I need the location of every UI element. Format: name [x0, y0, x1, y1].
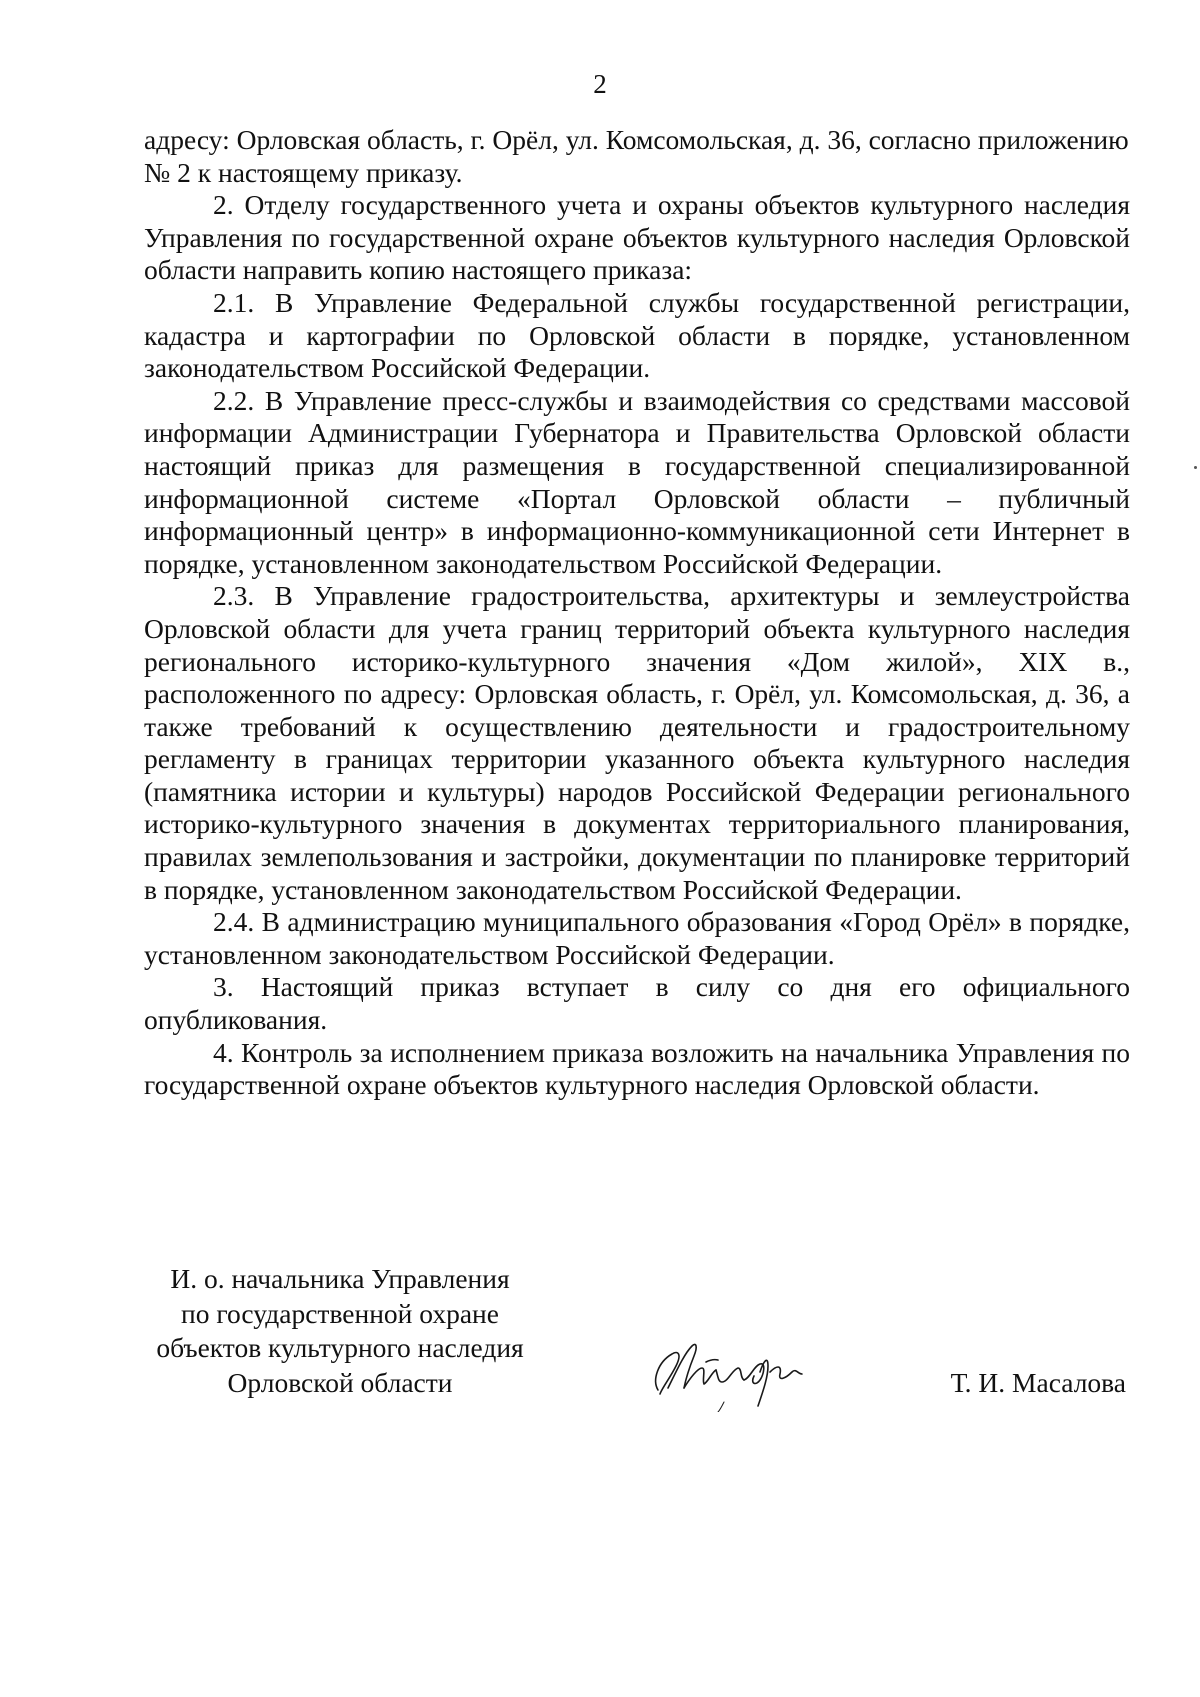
- paragraph-2: 2. Отделу государственного учета и охраны объектов культурного наследия Управления по государственной охране объектов культурного наследия Орловской области направить копию настоящего приказа:: [144, 189, 1130, 286]
- paragraph-2-3: 2.3. В Управление градостроительства, архитектуры и землеустройства Орловской области для учета границ территорий объекта культурного наследия регионального историко-культурного значения «Дом жилой», XIX в., расположенного по адресу: Орловская область, г. Орёл, ул. Комсомольская, д. 36, а также требований к осуществлению деятельности и градостроительному регламенту в границах территории указанного объекта культурного наследия (памятника истории и культуры) народов Российской Федерации регионального историко-культурного значения в документах территориального планирования, правилах землепользования и застройки, документации по планировке территорий в порядке, установленном законодательством Российской Федерации.: [144, 580, 1130, 905]
- signatory-title-line: И. о. начальника Управления: [170, 1263, 510, 1294]
- signatory-title-line: по государственной охране: [181, 1297, 499, 1329]
- paragraph-2-1: 2.1. В Управление Федеральной службы государственной регистрации, кадастра и картографии по Орловской области в порядке, установленном законодательством Российской Федерации.: [144, 286, 1130, 384]
- paragraph-2-2: 2.2. В Управление пресс-службы и взаимодействия со средствами массовой информации Администрации Губернатора и Правительства Орловской области настоящий приказ для размещения в государственной специализированной информационной системе «Портал Орловской области – публичный информационный центр» в информационно-коммуникационной сети Интернет в порядке, установленном законодательством Российской Федерации.: [144, 384, 1130, 579]
- signature-block: [144, 1262, 1130, 1402]
- document-body: [144, 124, 1130, 1102]
- scan-speck: [1194, 466, 1197, 469]
- signatory-title-line: Орловской области: [227, 1366, 453, 1398]
- paragraph-3: 3. Настоящий приказ вступает в силу со дня его официального опубликования.: [144, 971, 1130, 1036]
- page-number: 2: [593, 69, 607, 99]
- paragraph-4: 4. Контроль за исполнением приказа возложить на начальника Управления по государственной охране объектов культурного наследия Орловской области.: [144, 1036, 1130, 1101]
- paragraph-continuation: адресу: Орловская область, г. Орёл, ул. Комсомольская, д. 36, согласно приложению № 2 к настоящему приказу.: [144, 124, 1129, 188]
- handwritten-signature: [646, 1332, 826, 1412]
- signatory-title-line: объектов культурного наследия: [156, 1332, 524, 1363]
- signatory-title: [150, 1262, 530, 1400]
- signatory-name: Т. И. Масалова: [950, 1367, 1126, 1398]
- paragraph-2-4: 2.4. В администрацию муниципального образования «Город Орёл» в порядке, установленном законодательством Российской Федерации.: [144, 906, 1130, 970]
